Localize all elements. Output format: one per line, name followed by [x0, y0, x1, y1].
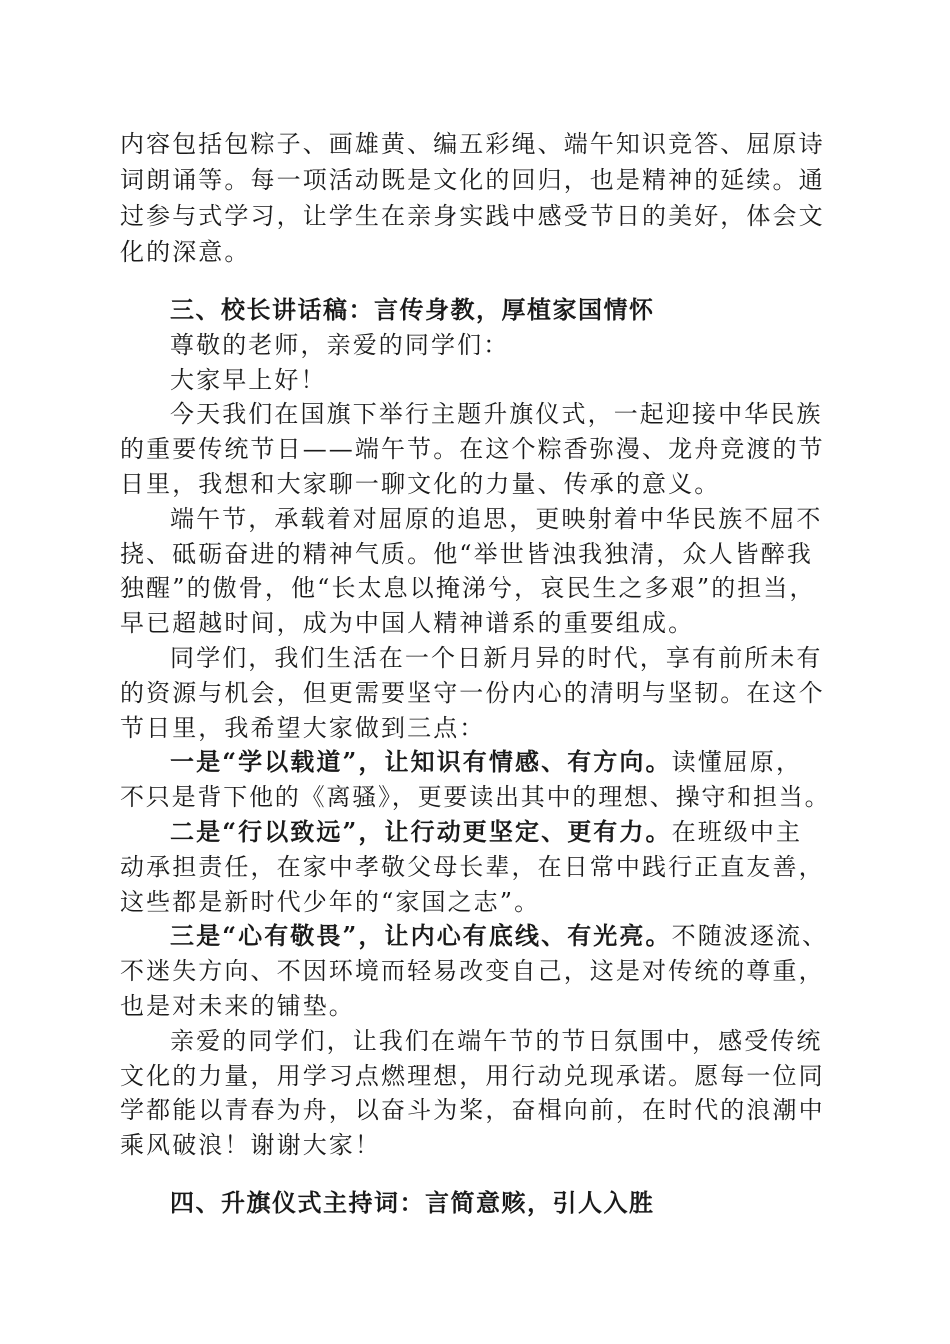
text-line: [120, 1093, 836, 1128]
text-segment: 乘风破浪！谢谢大家！: [120, 1131, 381, 1160]
text-line: [120, 1024, 836, 1059]
text-segment: 尊敬的老师，亲爱的同学们：: [170, 330, 510, 359]
text-line: [120, 1128, 836, 1163]
text-segment: 不随波逐流、: [671, 922, 829, 951]
text-segment: 学都能以青春为舟，以奋斗为桨，奋楫向前，在时代的浪潮中: [120, 1096, 825, 1125]
text-line: [120, 711, 836, 746]
text-line: [120, 467, 836, 502]
text-segment: 文化的力量，用学习点燃理想，用行动兑现承诺。愿每一位同: [120, 1061, 825, 1090]
text-line: [120, 397, 836, 432]
text-line: [120, 919, 836, 954]
text-line: [120, 641, 836, 676]
text-line: [120, 126, 836, 162]
text-segment: 三、校长讲话稿：言传身教，厚植家国情怀: [170, 296, 655, 324]
text-segment: 也是对未来的铺垫。: [120, 991, 355, 1020]
text-line: [120, 432, 836, 467]
text-segment: 节日里，我希望大家做到三点：: [120, 713, 486, 742]
text-line: [120, 1059, 836, 1094]
text-segment: 挠、砥砺奋进的精神气质。他“举世皆浊我独清，众人皆醉我: [120, 539, 813, 568]
text-segment: 的重要传统节日——端午节。在这个粽香弥漫、龙舟竞渡的节: [120, 435, 825, 464]
text-line: [120, 537, 836, 572]
text-line: [120, 502, 836, 537]
text-segment: 同学们，我们生活在一个日新月异的时代，享有前所未有: [170, 643, 823, 672]
text-segment: 独醒”的傲骨，他“长太息以掩涕兮，哀民生之多艰”的担当，: [120, 574, 816, 603]
text-segment: 不只是背下他的《离骚》，更要读出其中的理想、操守和担当。: [120, 783, 831, 812]
text-line: [120, 606, 836, 641]
text-line: [120, 363, 836, 398]
bold-text: 二是“行以致远”，让行动更坚定、更有力。: [170, 816, 672, 846]
bold-text: 三是“心有敬畏”，让内心有底线、有光亮。: [170, 921, 672, 951]
text-segment: 的资源与机会，但更需要坚守一份内心的清明与坚韧。在这个: [120, 678, 825, 707]
text-segment: 这些都是新时代少年的“家国之志”。: [120, 887, 541, 916]
text-line: [120, 989, 836, 1024]
bold-text: 一是“学以载道”，让知识有情感、有方向。: [170, 747, 672, 777]
text-line: [120, 234, 836, 270]
text-segment: 内容包括包粽子、画雄黄、编五彩绳、端午知识竞答、屈原诗: [120, 130, 825, 158]
text-line: [120, 198, 836, 234]
text-segment: 词朗诵等。每一项活动既是文化的回归，也是精神的延续。通: [120, 166, 825, 194]
text-segment: 动承担责任，在家中孝敬父母长辈，在日常中践行正直友善，: [120, 852, 825, 881]
text-line: [120, 328, 836, 363]
text-line: [120, 780, 836, 815]
text-segment: 化的深意。: [120, 238, 251, 266]
text-segment: 大家早上好！: [170, 365, 327, 394]
text-segment: 四、升旗仪式主持词：言简意赅，引人入胜: [170, 1188, 655, 1217]
text-segment: 日里，我想和大家聊一聊文化的力量、传承的意义。: [120, 469, 721, 498]
text-line: [120, 815, 836, 850]
text-segment: 在班级中主: [671, 817, 803, 846]
text-line: [120, 850, 836, 885]
text-segment: 读懂屈原，: [671, 748, 803, 777]
document-page: [120, 126, 836, 1221]
section-heading: [120, 293, 836, 328]
section-heading: [120, 1186, 836, 1221]
text-segment: 过参与式学习，让学生在亲身实践中感受节日的美好，体会文: [120, 202, 825, 230]
text-line: [120, 162, 836, 198]
text-line: [120, 885, 836, 920]
text-segment: 不迷失方向、不因环境而轻易改变自己，这是对传统的尊重，: [120, 957, 825, 986]
text-segment: 端午节，承载着对屈原的追思，更映射着中华民族不屈不: [170, 504, 823, 533]
text-segment: 今天我们在国旗下举行主题升旗仪式，一起迎接中华民族: [170, 400, 823, 429]
text-line: [120, 676, 836, 711]
text-segment: 早已超越时间，成为中国人精神谱系的重要组成。: [120, 609, 695, 638]
text-line: [120, 745, 836, 780]
text-line: [120, 571, 836, 606]
text-line: [120, 954, 836, 989]
text-segment: 亲爱的同学们，让我们在端午节的节日氛围中，感受传统: [170, 1026, 823, 1055]
